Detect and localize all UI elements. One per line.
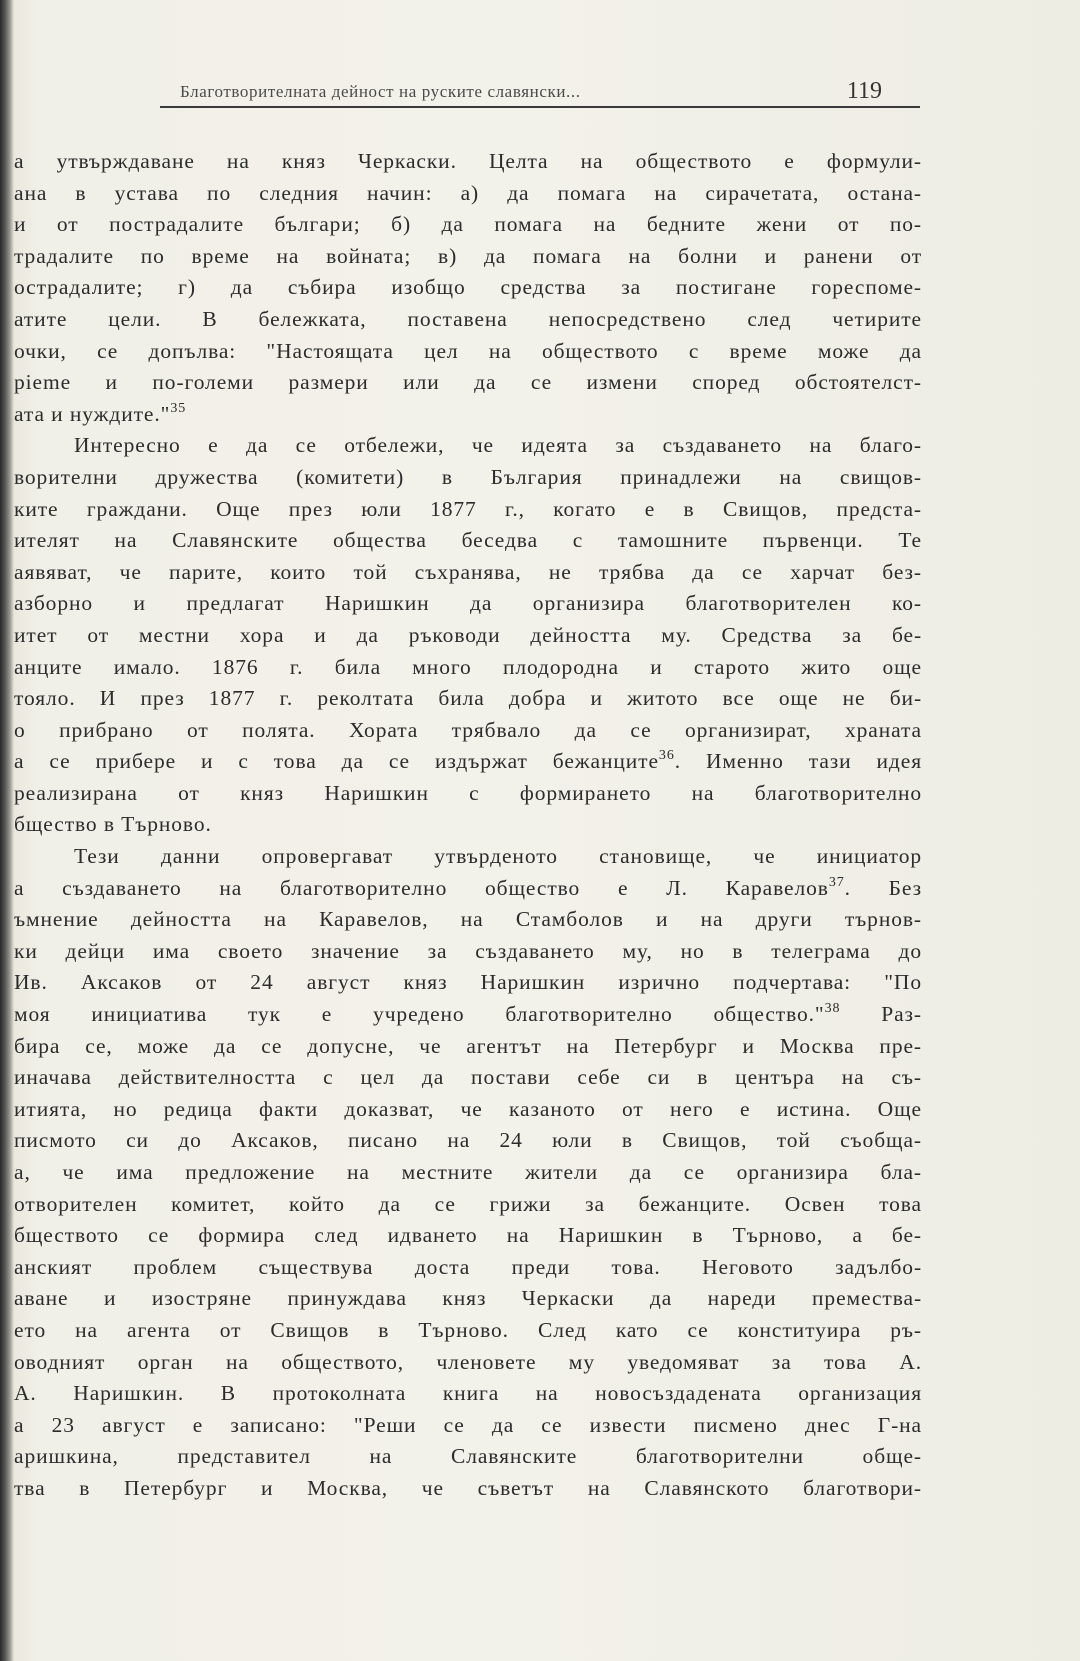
text-line [14,399,922,431]
running-title: Благотворителната дейност на руските славянски... [180,82,581,101]
text-line: а утвърждаване на княз Черкаски. Целта на обществото е формули- [14,149,922,173]
line-text: ата и нуждите." [14,401,171,426]
text-line: Тези данни опровергават утвърденото становище, че инициатор [74,844,922,869]
line-text: . Именно тази идея [674,749,922,774]
text-line: писмото си до Аксаков, писано на 24 юли в Свищов, той съобща- [14,1128,922,1153]
text-line: ана в устава по следния начин: а) да помага на сирачетата, остана- [14,180,922,205]
header-rule [160,106,920,108]
text-line: ки дейци има своето значение за създаването му, но в телеграма до [14,938,922,963]
text-line: бщество в Търново. [14,812,212,837]
text-line: острадалите; г) да събира изобщо средства за постигане гореспоме- [14,275,922,300]
text-line: Ив. Аксаков от 24 август княз Наришкин изрично подчертава: "По [14,970,922,995]
text-line: бира се, може да се допусне, че агентът на Петербург и Москва пре- [14,1033,922,1058]
text-line: ителят на Славянските общества беседва с тамошните първенци. Те [14,528,922,553]
line-text: . Без [844,875,922,900]
line-text: моя инициатива тук е учредено благотворително общество." [14,1002,825,1027]
footnote-ref-35: 35 [170,400,187,416]
footnote-ref-37: 37 [828,874,845,890]
text-line: итет от местни хора и да ръководи дейността му. Средства за бе- [14,622,922,647]
text-line: оводният орган на обществото, членовете му уведомяват за това А. [14,1349,922,1374]
footnote-ref-36: 36 [658,748,675,764]
text-line: азборно и предлагат Наришкин да организира благотворителен ко- [14,591,922,616]
text-line: ките граждани. Още през юли 1877 г., когато е в Свищов, предста- [14,496,922,521]
text-line: а 23 август е записано: "Реши се да се извести писмено днес Г-на [14,1412,922,1437]
text-line: анският проблем съществува доста преди това. Неговото задълбо- [14,1254,922,1279]
text-line: аришкина, представител на Славянските благотворителни обще- [14,1444,922,1469]
text-line: и от пострадалите българи; б) да помага на бедните жени от по- [14,212,922,237]
text-line: бществото се формира след идването на Наришкин в Търново, а бе- [14,1223,922,1248]
binding-shadow [0,0,14,1661]
text-line: тва в Петербург и Москва, че съветът на Славянското благотвори- [14,1475,922,1500]
text-line: традалите по време на войната; в) да помага на болни и ранени от [14,243,922,268]
line-text: а се прибере и с това да се издържат бежанците [14,749,659,774]
line-text: а създаването на благотворително общество е Л. Каравелов [14,875,829,900]
text-line: ъмнение дейността на Каравелов, на Стамболов и на други търнов- [14,907,922,932]
text-line: а, че има предложение на местните жители да се организира бла- [14,1160,922,1184]
text-line: очки, се допълва: "Настоящата цел на обществото с време може да [14,338,922,363]
footnote-ref-38: 38 [824,1001,841,1017]
text-line: иначава действителността с цел да постави себе си в центъра на съ- [14,1065,922,1090]
text-line: анците имало. 1876 г. била много плодородна и старото жито още [14,654,922,679]
text-line [14,999,922,1031]
text-line: о прибрано от полята. Хората трябвало да се организират, храната [14,717,922,742]
text-line: тояло. И през 1877 г. реколтата била добра и житото все още не би- [14,686,922,711]
text-line: аване и изостряне принуждава княз Черкаски да нареди премества- [14,1286,922,1311]
page-number: 119 [846,78,882,104]
text-line: Интересно е да се отбележи, че идеята за създаването на благо- [74,433,922,458]
text-line: атите цели. В бележката, поставена непосредствено след четирите [14,306,922,331]
text-line: рieme и по-големи размери или да се измени според обстоятелст- [14,370,922,395]
text-line: итията, но редица факти доказват, че казаното от него е истина. Още [14,1096,922,1121]
text-line: А. Наришкин. В протоколната книга на новосъздадената организация [14,1381,922,1406]
text-line [14,873,922,905]
text-line [14,746,922,778]
running-head [170,78,900,108]
body-text [14,146,922,1505]
line-text: Раз- [840,1002,922,1027]
text-line: аявяват, че парите, които той съхранява, не трябва да се харчат без- [14,559,922,584]
text-line: ето на агента от Свищов в Търново. След като се конституира ръ- [14,1317,922,1342]
text-line: ворителни дружества (комитети) в България принадлежи на свищов- [14,464,922,489]
text-line: отворителен комитет, който да се грижи за бежанците. Освен това [14,1191,922,1216]
text-line: реализирана от княз Наришкин с формирането на благотворително [14,780,922,805]
